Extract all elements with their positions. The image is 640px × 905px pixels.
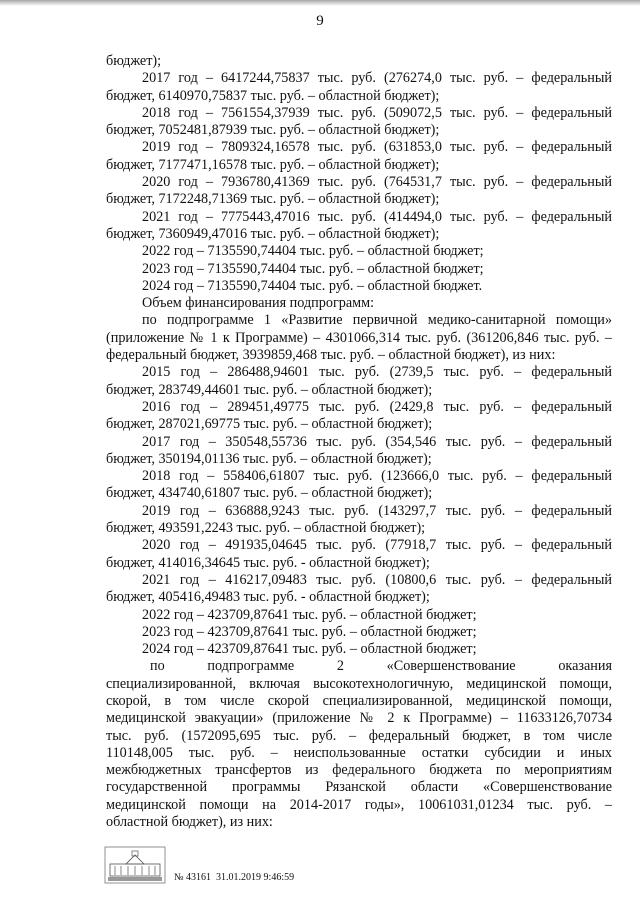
stamp-number: № 43161 <box>174 872 212 883</box>
text-line: бюджет, 287021,69775 тыс. руб. – областной бюджет); <box>106 416 433 433</box>
registration-stamp-text <box>174 872 294 883</box>
text-line: 2023 год – 423709,87641 тыс. руб. – областной бюджет; <box>142 623 477 640</box>
text-line: бюджет, 7360949,47016 тыс. руб. – областной бюджет); <box>106 225 440 242</box>
text-line: 2018 год – 7561554,37939 тыс. руб. (509072,5 тыс. руб. – федеральный <box>142 104 612 121</box>
text-line: специализированной, включая высокотехнологичную, медицинской помощи, <box>106 675 612 692</box>
government-building-seal <box>104 846 166 884</box>
text-line: межбюджетных трансфертов из федерального бюджета по мероприятиям <box>106 762 612 779</box>
text-line: скорой, в том числе скорой специализированной, медицинской помощи, <box>106 692 612 709</box>
text-line: областной бюджет), из них: <box>106 814 273 831</box>
document-stamp <box>104 846 504 891</box>
text-line: 2021 год – 416217,09483 тыс. руб. (10800,6 тыс. руб. – федеральный <box>142 571 612 588</box>
text-line: бюджет, 7052481,87939 тыс. руб. – областной бюджет); <box>106 122 440 139</box>
text-line: по подпрограмме 1 «Развитие первичной медико-санитарной помощи» <box>142 312 612 329</box>
text-line: 110148,005 тыс. руб. – неиспользованные остатки субсидии и иных <box>106 744 612 761</box>
text-line: 2019 год – 7809324,16578 тыс. руб. (631853,0 тыс. руб. – федеральный <box>142 139 612 156</box>
text-line: государственной программы Рязанской области «Совершенствование <box>106 779 612 796</box>
scan-edge-shadow <box>0 0 640 6</box>
page-number: 9 <box>316 13 324 29</box>
text-line: 2024 год – 423709,87641 тыс. руб. – областной бюджет; <box>142 641 477 658</box>
text-line: 2023 год – 7135590,74404 тыс. руб. – областной бюджет; <box>142 260 484 277</box>
text-line: 2017 год – 350548,55736 тыс. руб. (354,546 тыс. руб. – федеральный <box>142 433 612 450</box>
text-line: 2024 год – 7135590,74404 тыс. руб. – областной бюджет. <box>142 277 483 294</box>
document-body <box>106 53 612 831</box>
text-line: Объем финансирования подпрограмм: <box>142 295 375 312</box>
text-line: бюджет, 493591,2243 тыс. руб. – областной бюджет); <box>106 520 426 537</box>
text-line: 2019 год – 636888,9243 тыс. руб. (143297,7 тыс. руб. – федеральный <box>142 502 612 519</box>
text-line: медицинской эвакуации» (приложение № 2 к Программе) – 11633126,70734 <box>106 710 612 727</box>
text-line: 2017 год – 6417244,75837 тыс. руб. (276274,0 тыс. руб. – федеральный <box>142 70 612 87</box>
text-line: 2022 год – 423709,87641 тыс. руб. – областной бюджет; <box>142 606 477 623</box>
text-line: федеральный бюджет, 3939859,468 тыс. руб. – областной бюджет), из них: <box>106 347 556 364</box>
text-line: бюджет, 6140970,75837 тыс. руб. – областной бюджет); <box>106 87 440 104</box>
text-line: бюджет, 350194,01136 тыс. руб. – областной бюджет); <box>106 450 432 467</box>
text-line: бюджет, 7177471,16578 тыс. руб. – областной бюджет); <box>106 156 440 173</box>
text-line: 2022 год – 7135590,74404 тыс. руб. – областной бюджет; <box>142 243 484 260</box>
text-line: 2020 год – 7936780,41369 тыс. руб. (764531,7 тыс. руб. – федеральный <box>142 174 612 191</box>
text-line: по подпрограмме 2 «Совершенствование оказания <box>150 658 612 675</box>
text-line: бюджет, 405416,49483 тыс. руб. - областной бюджет); <box>106 589 430 606</box>
text-line: (приложение № 1 к Программе) – 4301066,314 тыс. руб. (361206,846 тыс. руб. – <box>106 329 612 346</box>
text-line: 2018 год – 558406,61807 тыс. руб. (123666,0 тыс. руб. – федеральный <box>142 468 612 485</box>
text-line: тыс. руб. (1572095,695 тыс. руб. – федеральный бюджет, в том числе <box>106 727 612 744</box>
text-line: бюджет, 434740,61807 тыс. руб. – областной бюджет); <box>106 485 433 502</box>
text-line: бюджет, 7172248,71369 тыс. руб. – областной бюджет); <box>106 191 440 208</box>
text-line: бюджет, 283749,44601 тыс. руб. – областной бюджет); <box>106 381 433 398</box>
text-line: 2020 год – 491935,04645 тыс. руб. (77918,7 тыс. руб. – федеральный <box>142 537 612 554</box>
text-line: 2016 год – 289451,49775 тыс. руб. (2429,8 тыс. руб. – федеральный <box>142 398 612 415</box>
text-line: бюджет); <box>106 53 162 69</box>
text-line: медицинской помощи на 2014-2017 годы», 10061031,01234 тыс. руб. – <box>106 796 612 813</box>
text-line: 2015 год – 286488,94601 тыс. руб. (2739,5 тыс. руб. – федеральный <box>142 364 612 381</box>
text-line: бюджет, 414016,34645 тыс. руб. - областной бюджет); <box>106 554 430 571</box>
text-line: 2021 год – 7775443,47016 тыс. руб. (414494,0 тыс. руб. – федеральный <box>142 208 612 225</box>
stamp-datetime: 31.01.2019 9:46:59 <box>216 872 295 883</box>
